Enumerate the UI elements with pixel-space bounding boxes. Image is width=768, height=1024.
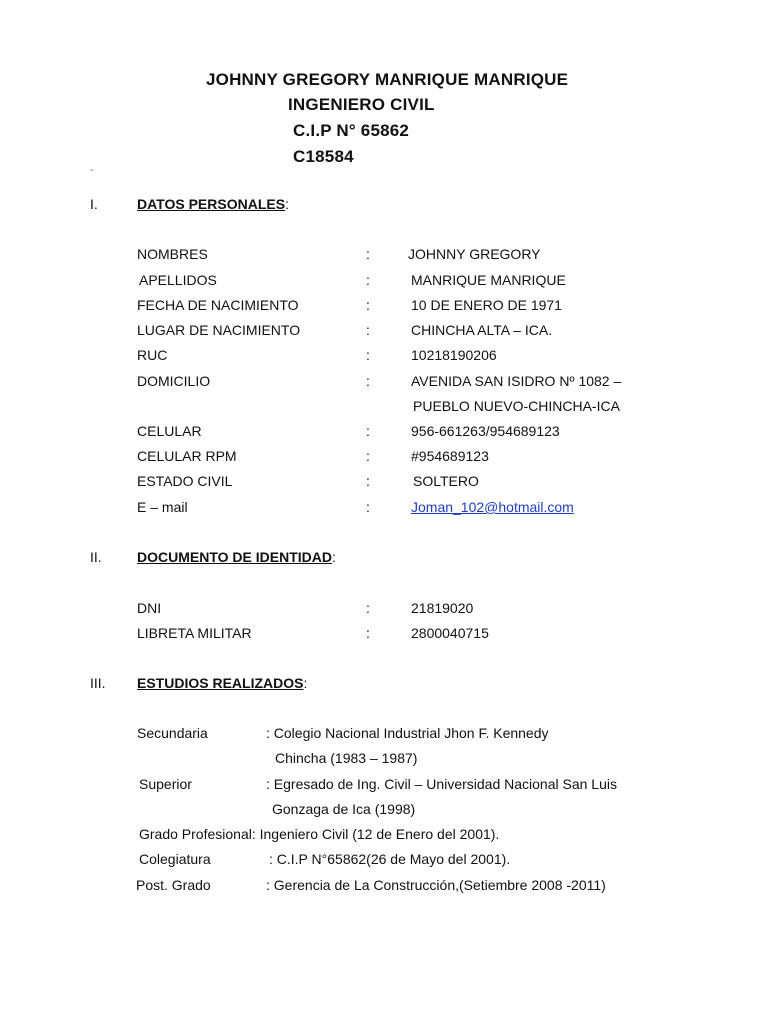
value-superior-line1: : Egresado de Ing. Civil – Universidad Nacional San Luis — [266, 776, 617, 792]
section-title-colon: : — [331, 549, 336, 565]
section-title-personal — [137, 195, 289, 213]
label-colegiatura: Colegiatura — [139, 851, 211, 867]
grado-value: : Ingeniero Civil (12 de Enero del 2001). — [251, 826, 500, 842]
colon: : — [366, 347, 370, 363]
colon: : — [366, 297, 370, 313]
value-lugar-nacimiento: CHINCHA ALTA – ICA. — [411, 322, 553, 338]
label-celular: CELULAR — [137, 423, 202, 439]
colon: : — [366, 473, 370, 489]
section-title-text: DOCUMENTO DE IDENTIDAD — [137, 549, 332, 565]
value-fecha-nacimiento: 10 DE ENERO DE 1971 — [411, 297, 562, 313]
label-domicilio: DOMICILIO — [137, 373, 211, 389]
colon: : — [366, 600, 370, 616]
profession: INGENIERO CIVIL — [288, 95, 435, 114]
value-celular-rpm: #954689123 — [411, 448, 489, 464]
section-numeral-personal: I. — [90, 196, 98, 212]
person-name: JOHNNY GREGORY MANRIQUE MANRIQUE — [206, 70, 569, 89]
section-title-studies — [137, 674, 307, 692]
section-title-colon: : — [303, 675, 308, 691]
label-email: E – mail — [137, 499, 188, 515]
section-title-colon: : — [285, 196, 289, 212]
label-nombres: NOMBRES — [137, 246, 208, 262]
label-post-grado: Post. Grado — [136, 877, 211, 893]
label-apellidos: APELLIDOS — [139, 272, 217, 288]
section-numeral-studies: III. — [90, 675, 106, 691]
section-title-identity — [137, 548, 336, 566]
colon: : — [366, 625, 370, 641]
colon: : — [366, 246, 370, 262]
dash-mark: - — [90, 165, 94, 176]
value-libreta-militar: 2800040715 — [411, 625, 489, 641]
colon: : — [366, 423, 370, 439]
value-dni: 21819020 — [411, 600, 474, 616]
colon: : — [366, 448, 370, 464]
value-nombres: JOHNNY GREGORY — [408, 246, 541, 262]
label-lugar-nacimiento: LUGAR DE NACIMIENTO — [137, 322, 301, 338]
label-estado-civil: ESTADO CIVIL — [137, 473, 233, 489]
colon: : — [366, 272, 370, 288]
value-domicilio-line1: AVENIDA SAN ISIDRO Nº 1082 – — [411, 373, 622, 389]
section-numeral-identity: II. — [90, 549, 102, 565]
email-link[interactable]: Joman_102@hotmail.com — [411, 499, 574, 515]
value-secundaria-line2: Chincha (1983 – 1987) — [275, 750, 418, 766]
value-post-grado: : Gerencia de La Construcción,(Setiembre 2008 -2011) — [266, 877, 606, 893]
value-ruc: 10218190206 — [411, 347, 497, 363]
grado-label: Grado Profesional — [139, 826, 252, 842]
value-superior-line2: Gonzaga de Ica (1998) — [272, 801, 416, 817]
label-dni: DNI — [137, 600, 162, 616]
colon: : — [366, 499, 370, 515]
label-ruc: RUC — [137, 347, 168, 363]
section-title-text: DATOS PERSONALES — [137, 196, 286, 212]
registration-code: C18584 — [293, 147, 354, 166]
value-celular: 956-661263/954689123 — [411, 423, 560, 439]
value-secundaria-line1: : Colegio Nacional Industrial Jhon F. Kennedy — [266, 725, 549, 741]
label-secundaria: Secundaria — [137, 725, 208, 741]
label-libreta-militar: LIBRETA MILITAR — [137, 625, 252, 641]
label-superior: Superior — [139, 776, 192, 792]
colon: : — [366, 373, 370, 389]
label-celular-rpm: CELULAR RPM — [137, 448, 237, 464]
label-fecha-nacimiento: FECHA DE NACIMIENTO — [137, 297, 299, 313]
value-domicilio-line2: PUEBLO NUEVO-CHINCHA-ICA — [413, 398, 620, 414]
value-apellidos: MANRIQUE MANRIQUE — [411, 272, 566, 288]
section-title-text: ESTUDIOS REALIZADOS — [137, 675, 304, 691]
cip-number: C.I.P N° 65862 — [293, 121, 410, 140]
label-grado-profesional — [139, 825, 499, 843]
value-colegiatura: : C.I.P N°65862(26 de Mayo del 2001). — [269, 851, 511, 867]
colon: : — [366, 322, 370, 338]
value-estado-civil: SOLTERO — [413, 473, 479, 489]
